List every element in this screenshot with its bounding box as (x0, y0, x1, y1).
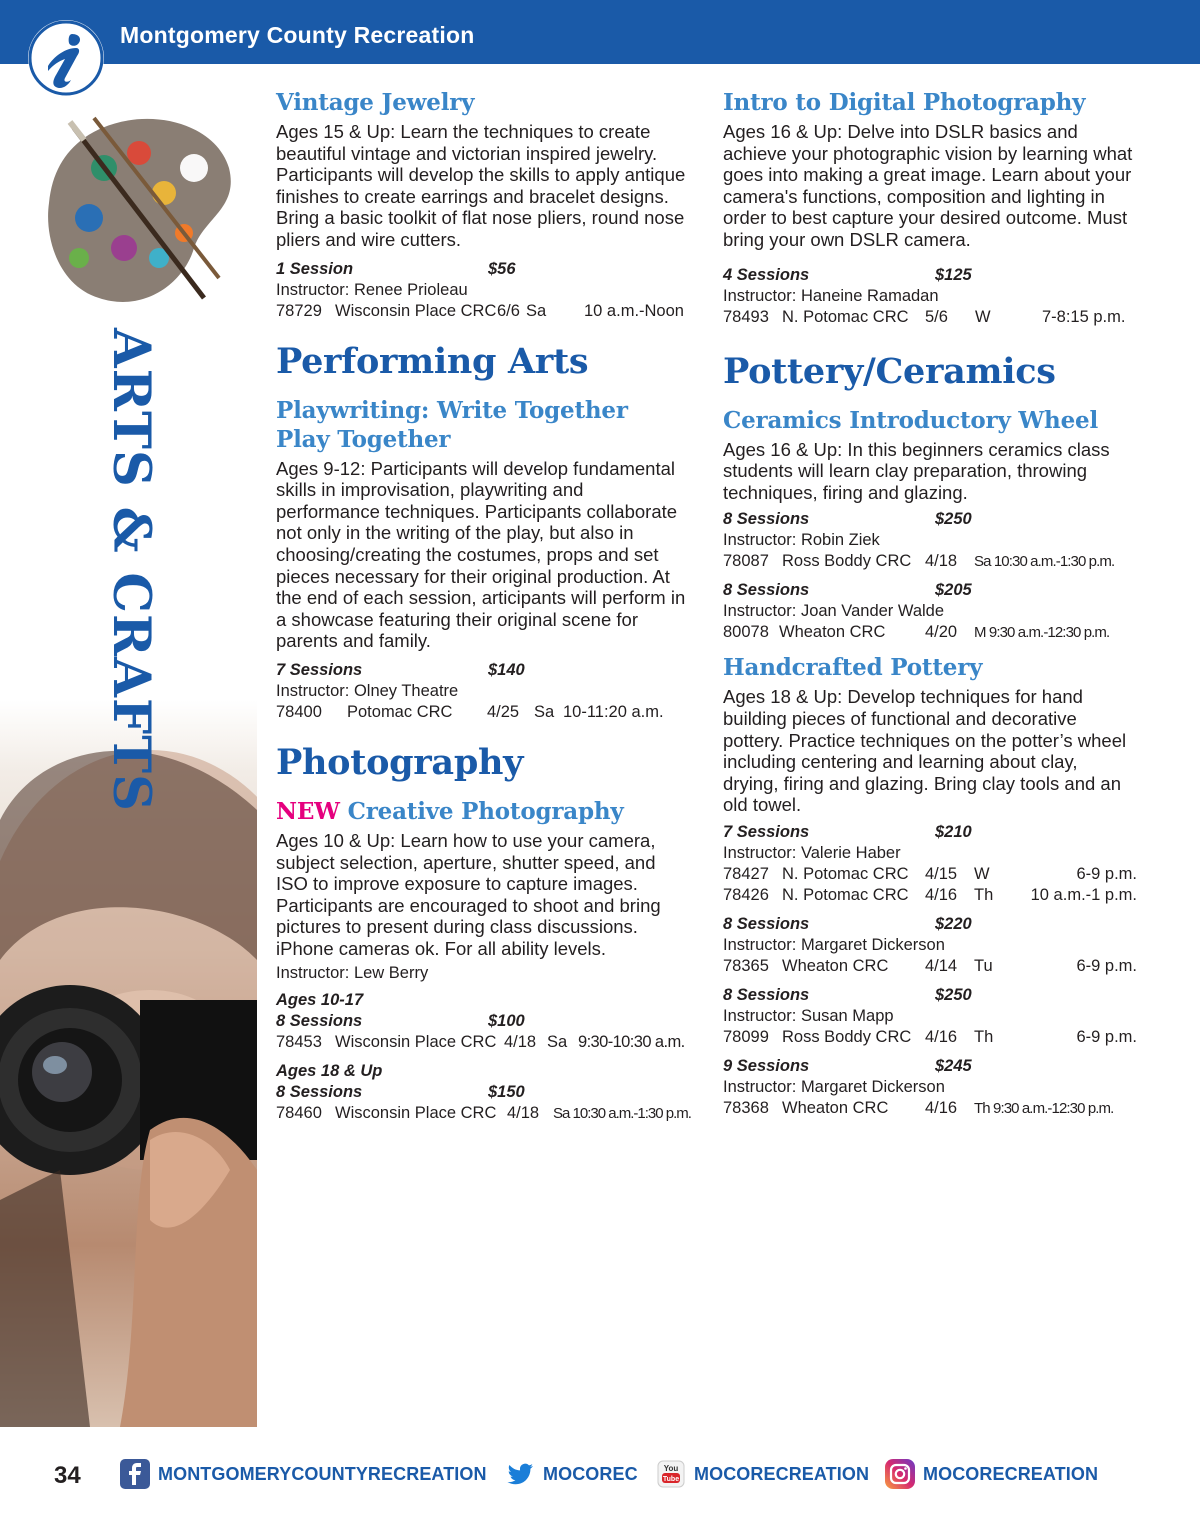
day: Sa (547, 1033, 568, 1052)
course-title: Handcrafted Pottery (723, 654, 983, 682)
time: 6-9 p.m. (1076, 956, 1137, 975)
start-date: 4/20 (925, 623, 958, 642)
start-date: 4/16 (925, 1098, 958, 1117)
session-price-row (723, 985, 1137, 1006)
twitter-handle: MOCOREC (543, 1463, 638, 1484)
session-price-row (276, 259, 690, 280)
session-count: 9 Sessions (723, 1056, 810, 1075)
course-title: Intro to Digital Photography (723, 89, 1086, 116)
age-label: Ages 18 & Up (276, 1062, 383, 1081)
age-label: Ages 10-17 (276, 991, 364, 1010)
course-code: 78426 (723, 885, 769, 904)
section-title: Performing Arts (276, 340, 589, 382)
price: $210 (935, 822, 972, 841)
session-price-row (276, 660, 690, 681)
facebook-link[interactable] (120, 1459, 487, 1489)
header-bar (0, 0, 1200, 64)
session-count: 1 Session (276, 259, 354, 278)
instructor-name: Instructor: Susan Mapp (723, 1006, 894, 1025)
instructor-name: Instructor: Haneine Ramadan (723, 286, 939, 305)
price: $205 (935, 581, 972, 600)
left-column (276, 88, 690, 1124)
class-row (723, 956, 1137, 977)
page-number: 34 (54, 1462, 81, 1489)
instructor (276, 963, 690, 984)
course-code: 78493 (723, 307, 769, 326)
course-title: Playwriting: Write Together (276, 396, 628, 424)
recreation-logo (28, 20, 104, 96)
instructor-name: Instructor: Joan Vander Walde (723, 602, 945, 621)
session-price-row (723, 1056, 1137, 1077)
session-count: 7 Sessions (276, 660, 363, 679)
class-row (723, 1027, 1137, 1048)
location: Wisconsin Place CRC (335, 1104, 497, 1123)
class-row (723, 885, 1137, 906)
location: Wisconsin Place CRC (335, 301, 497, 320)
course-description: Ages 16 & Up: In this beginners ceramics class students will learn clay preparation, throwing techniques, firing and glazing. (723, 438, 1110, 503)
session-count: 8 Sessions (723, 985, 810, 1004)
time: 10:30 a.m.-1:30 p.m. (572, 1105, 691, 1123)
start-date: 4/14 (925, 956, 958, 975)
session-price-row (723, 822, 1137, 843)
session-price-row (723, 509, 1137, 530)
day: W (974, 864, 990, 883)
price: $250 (935, 510, 972, 529)
class-row (723, 307, 1137, 328)
course-code: 78400 (276, 702, 322, 721)
class-row (723, 864, 1137, 885)
day-time (553, 1103, 691, 1124)
start-date: 4/18 (504, 1033, 537, 1052)
time: 9:30 a.m.-12:30 p.m. (988, 624, 1110, 642)
instructor-name: Instructor: Valerie Haber (723, 843, 901, 862)
class-row (276, 1032, 690, 1053)
instructor (723, 1006, 1137, 1027)
course-description: Ages 10 & Up: Learn how to use your camera, subject selection, aperture, shutter speed, and ISO to improve exposure to capture images. Participants are encouraged to shoot and bring pictures to present during class discussions. iPhone cameras ok. For all ability levels. (276, 829, 661, 959)
session-count: 8 Sessions (723, 510, 810, 529)
time: 9:30 a.m.-12:30 p.m. (993, 1099, 1114, 1117)
time: 10 a.m.-1 p.m. (1030, 885, 1137, 904)
section-vertical-title (101, 328, 164, 812)
footer (0, 1455, 1200, 1495)
course-code: 78427 (723, 864, 769, 883)
time: 10-11:20 a.m. (563, 702, 664, 721)
day: Th (974, 1099, 990, 1117)
course-title: Creative Photography (347, 797, 624, 825)
youtube-handle: MOCORECREATION (694, 1463, 870, 1484)
course-title-row (276, 797, 690, 826)
session-price-row (723, 580, 1137, 601)
course-code: 78087 (723, 552, 769, 571)
start-date: 4/16 (925, 1027, 958, 1046)
day: Th (974, 1027, 994, 1046)
instagram-handle: MOCORECREATION (923, 1463, 1099, 1484)
time: 10 a.m.-Noon (584, 301, 684, 320)
instructor (276, 280, 690, 301)
time: 6-9 p.m. (1076, 864, 1137, 883)
location: Potomac CRC (347, 702, 453, 721)
twitter-icon (505, 1459, 535, 1489)
class-row (723, 1098, 1137, 1119)
location: Ross Boddy CRC (782, 1027, 912, 1046)
instructor-name: Instructor: Margaret Dickerson (723, 1077, 945, 1096)
facebook-icon (120, 1459, 150, 1489)
location: N. Potomac CRC (782, 885, 909, 904)
day: Tu (974, 956, 993, 975)
class-row (723, 622, 1137, 643)
paint-palette-image (44, 108, 234, 313)
youtube-icon (656, 1459, 686, 1489)
svg-text:Tube: Tube (662, 1476, 680, 1483)
class-row (723, 551, 1137, 572)
instructor (276, 681, 690, 702)
session-count: 8 Sessions (723, 914, 810, 933)
price: $245 (935, 1056, 972, 1075)
class-row (276, 702, 690, 723)
location: Wheaton CRC (782, 1098, 889, 1117)
day: Sa (526, 301, 547, 320)
start-date: 4/25 (487, 702, 520, 721)
twitter-link[interactable] (505, 1459, 638, 1489)
day: Sa (974, 553, 991, 571)
class-row (276, 301, 690, 322)
session-count: 8 Sessions (276, 1083, 363, 1102)
price: $140 (488, 660, 525, 679)
session-price-row (276, 1011, 690, 1032)
time: 10:30 a.m.-1:30 p.m. (993, 553, 1115, 571)
price: $150 (488, 1083, 525, 1102)
start-date: 5/6 (925, 307, 948, 326)
youtube-link[interactable] (656, 1459, 869, 1489)
start-date: 4/15 (925, 864, 958, 883)
session-count: 7 Sessions (723, 822, 810, 841)
price: $220 (935, 914, 972, 933)
instructor (723, 286, 1137, 307)
instructor (723, 1077, 1137, 1098)
instructor-name: Instructor: Olney Theatre (276, 681, 459, 700)
course-code: 78729 (276, 301, 322, 320)
course-description: Ages 16 & Up: Delve into DSLR basics and achieve your photographic vision by learning what goes into making a great image. Learn about your camera's functions, composition and lighting in order to best capture your desired outcome. Must bring your own DSLR camera. (723, 121, 1133, 250)
instructor-name: Instructor: Margaret Dickerson (723, 935, 945, 954)
class-row (276, 1103, 690, 1124)
instructor (723, 843, 1137, 864)
session-count: 8 Sessions (276, 1012, 363, 1031)
course-title: Vintage Jewelry (276, 89, 475, 116)
course-description: Ages 15 & Up: Learn the techniques to create beautiful vintage and victorian inspired jewelry. Participants will develop the skills to apply antique finishes to create earrings and bracelet designs. Bring a basic toolkit of flat nose pliers, round nose pliers and wire cutters. (276, 121, 686, 250)
start-date: 4/18 (925, 552, 958, 571)
instructor-name: Instructor: Robin Ziek (723, 531, 880, 550)
price: $56 (488, 259, 516, 278)
day: W (975, 307, 991, 326)
location: Wisconsin Place CRC (335, 1033, 497, 1052)
section-title: Photography (276, 741, 524, 783)
course-code: 78099 (723, 1027, 769, 1046)
instagram-link[interactable] (885, 1459, 1098, 1489)
svg-text:You: You (663, 1464, 679, 1473)
location: Ross Boddy CRC (782, 552, 912, 571)
arts-crafts-label: ARTS & CRAFTS (101, 328, 161, 812)
instructor (723, 935, 1137, 956)
right-column (723, 88, 1137, 1119)
course-code: 78365 (723, 956, 769, 975)
session-count: 4 Sessions (723, 265, 810, 284)
new-badge: NEW (276, 797, 340, 825)
course-code: 78368 (723, 1098, 769, 1117)
location: Wheaton CRC (779, 623, 886, 642)
time: 9:30-10:30 a.m. (578, 1033, 685, 1052)
header-title: Montgomery County Recreation (120, 22, 475, 48)
day: Th (974, 885, 994, 904)
price: $125 (935, 265, 972, 284)
age-group (276, 990, 690, 1011)
course-code: 78453 (276, 1033, 322, 1052)
course-code: 80078 (723, 623, 769, 642)
course-title: Ceramics Introductory Wheel (723, 406, 1098, 434)
location: N. Potomac CRC (782, 307, 909, 326)
instructor (723, 530, 1137, 551)
price: $250 (935, 985, 972, 1004)
instructor-name: Instructor: Lew Berry (276, 964, 429, 983)
start-date: 4/16 (925, 885, 958, 904)
day: M (974, 624, 986, 642)
day-time (974, 551, 1114, 572)
course-code: 78460 (276, 1104, 322, 1123)
session-price-row (723, 265, 1137, 286)
session-price-row (276, 1082, 690, 1103)
start-date: 4/18 (507, 1104, 540, 1123)
age-group (276, 1061, 690, 1082)
instructor-name: Instructor: Renee Prioleau (276, 280, 468, 299)
location: Wheaton CRC (782, 956, 889, 975)
day-time (974, 1098, 1113, 1119)
day-time (974, 622, 1109, 643)
instagram-icon (885, 1459, 915, 1489)
time: 7-8:15 p.m. (1042, 307, 1126, 326)
session-count: 8 Sessions (723, 581, 810, 600)
facebook-handle: MONTGOMERYCOUNTYRECREATION (158, 1463, 487, 1484)
session-price-row (723, 914, 1137, 935)
price: $100 (488, 1012, 525, 1031)
start-date: 6/6 (497, 301, 520, 320)
course-title-line2: Play Together (276, 425, 451, 453)
day: Sa (553, 1105, 570, 1123)
section-title: Pottery/Ceramics (723, 350, 1056, 392)
course-description: Ages 9-12: Participants will develop fundamental skills in improvisation, playwriting and performance techniques. Participants collaborate not only in the writing of the play, but also in choosing/creating the costumes, props and set pieces necessary for their original production. At the end of each session, articipants will perform in a showcase featuring their original scene for parents and family. (276, 457, 686, 652)
time: 6-9 p.m. (1076, 1027, 1137, 1046)
instructor (723, 601, 1137, 622)
day: Sa (534, 702, 555, 721)
course-description: Ages 18 & Up: Develop techniques for hand building pieces of functional and decorative pottery. Practice techniques on the potter’s wheel including centering and learning about clay, drying, firing and glazing. Bring clay tools and an old towel. (723, 686, 1127, 816)
location: N. Potomac CRC (782, 864, 909, 883)
